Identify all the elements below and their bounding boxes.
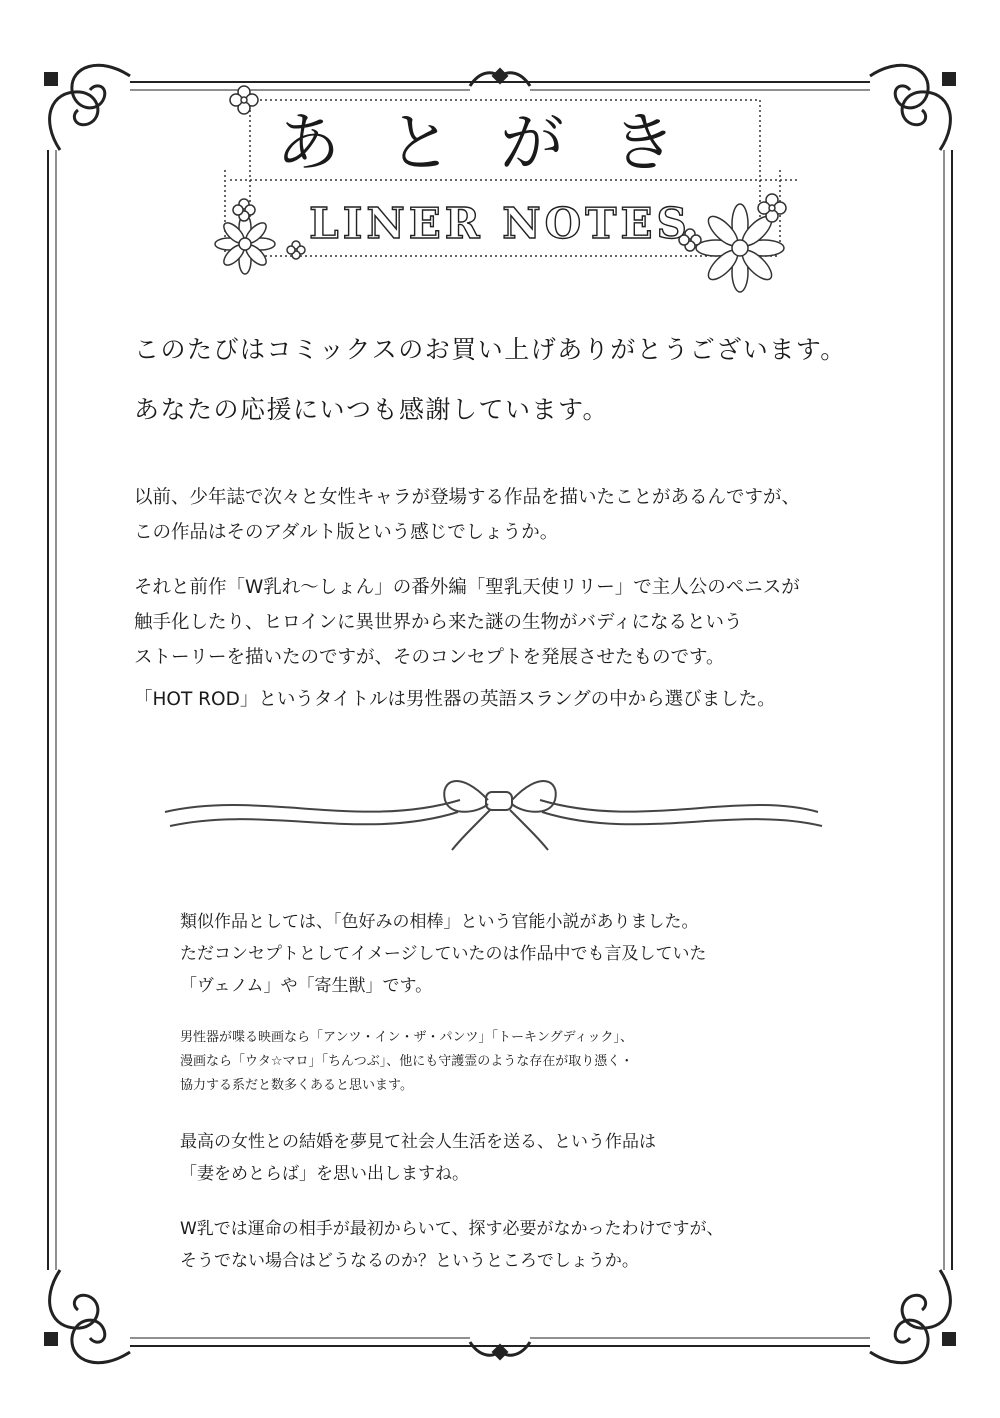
text-line: 最高の女性との結婚を夢見て社会人生活を送る、という作品は <box>180 1132 656 1152</box>
thanks-line-2: あなたの応援にいつも感謝しています。 <box>134 395 610 424</box>
paragraph-title-origin <box>134 682 776 717</box>
page-title-english: LINER NOTES <box>309 199 691 248</box>
text-line: 「HOT ROD」というタイトルは男性器の英語スラングの中から選びました。 <box>134 689 776 710</box>
text-line: ただコンセプトとしてイメージしていたのは作品中でも言及していた <box>180 944 707 964</box>
paragraph-marriage <box>180 1126 656 1190</box>
paragraph-destiny <box>180 1213 723 1277</box>
text-line: 「妻をめとらば」を思い出しますね。 <box>180 1164 469 1184</box>
text-line: この作品はそのアダルト版という感じでしょうか。 <box>134 522 559 543</box>
page-title-japanese: あとがき <box>276 107 724 181</box>
paragraph-concept <box>134 570 800 675</box>
paragraph-previous-work <box>134 480 800 550</box>
text-line: 「ヴェノム」や「寄生獣」です。 <box>180 976 433 996</box>
text-line: 触手化したり、ヒロインに異世界から来た謎の生物がバディになるという <box>134 612 743 633</box>
paragraph-similar-works <box>180 906 707 1002</box>
text-line: 協力する系だと数多くあると思います。 <box>180 1078 413 1093</box>
text-line: それと前作「W乳れ〜しょん」の番外編「聖乳天使リリー」で主人公のペニスが <box>134 577 800 598</box>
text-line: そうでない場合はどうなるのか？というところでしょうか。 <box>180 1251 639 1271</box>
thanks-line-1: このたびはコミックスのお買い上げありがとうございます。 <box>134 335 847 364</box>
text-line: 男性器が喋る映画なら「アンツ・イン・ザ・パンツ」「トーキングディック」、 <box>180 1030 634 1045</box>
text-line: 以前、少年誌で次々と女性キャラが登場する作品を描いたことがあるんですが、 <box>134 487 801 508</box>
text-line: W乳では運命の相手が最初からいて、探す必要がなかったわけですが、 <box>180 1219 724 1239</box>
paragraph-references <box>180 1026 633 1098</box>
text-line: 漫画なら「ウタ☆マロ」「ちんつぶ」、他にも守護霊のような存在が取り憑く・ <box>180 1054 634 1069</box>
text-line: ストーリーを描いたのですが、そのコンセプトを発展させたものです。 <box>134 647 725 668</box>
text-line: 類似作品としては、「色好みの相棒」という官能小説がありました。 <box>180 912 699 932</box>
